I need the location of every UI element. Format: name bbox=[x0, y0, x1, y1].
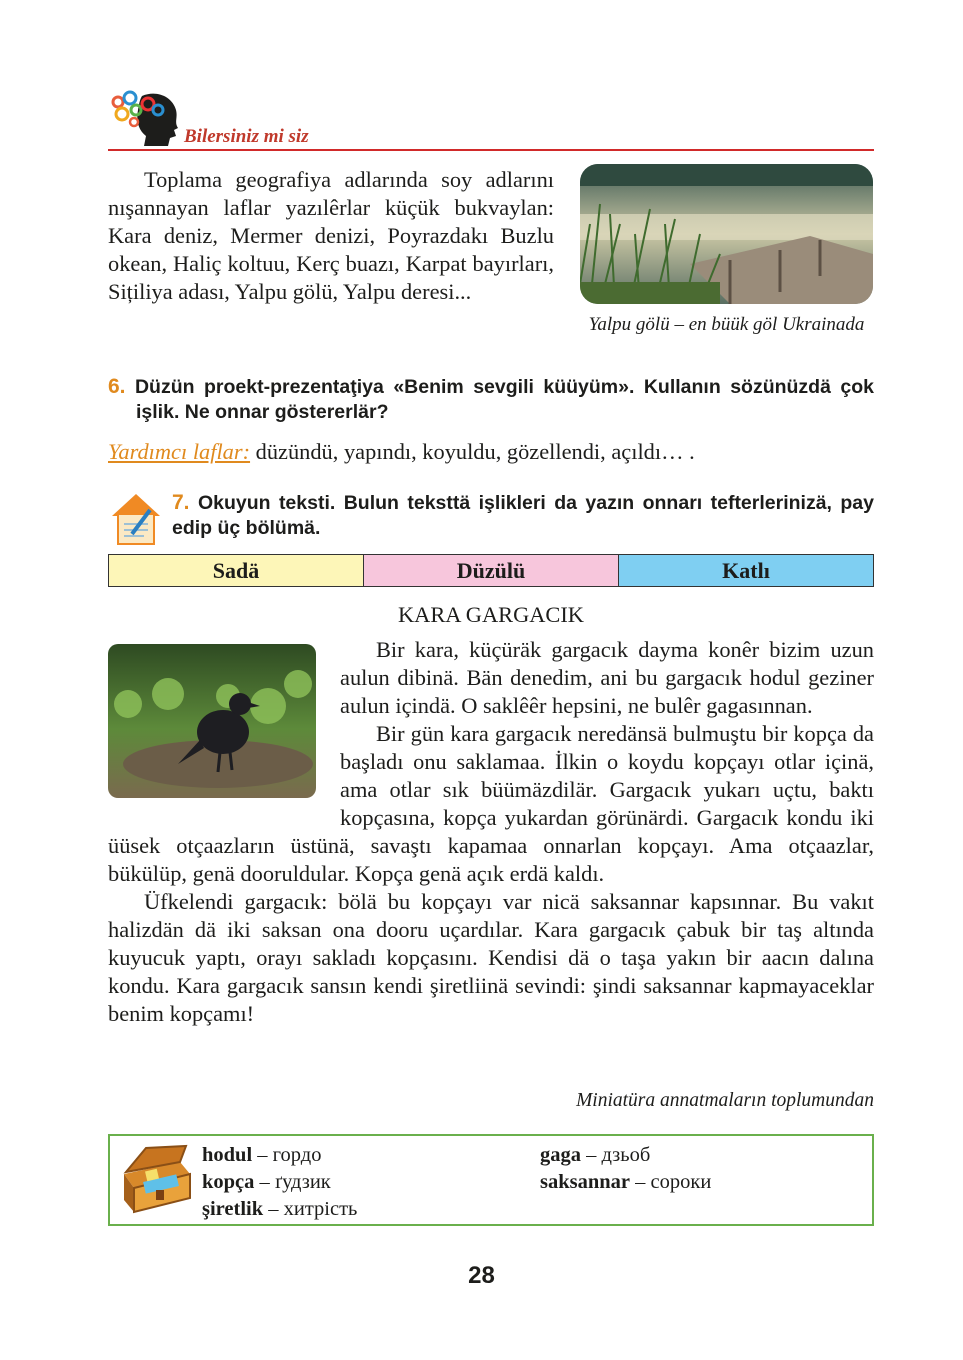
did-you-know-header bbox=[108, 90, 874, 152]
vocab-translation: – дзьоб bbox=[581, 1144, 651, 1166]
treasure-chest-icon bbox=[116, 1140, 196, 1220]
story-paragraph: Bir kara, küçüräk gargacık dayma konêr bizim uzun aulun dibinä. Bän denedim, ani bu gargacık hodul geziner aulun içindä. O saklêêr hepsini, ne bulêr gagasınnan. bbox=[340, 637, 874, 718]
story-text bbox=[108, 636, 874, 1028]
vocab-translation: – гордо bbox=[252, 1144, 322, 1166]
vocabulary-column-left bbox=[202, 1142, 357, 1223]
vocab-word: hodul bbox=[202, 1144, 253, 1166]
lake-photo bbox=[580, 164, 873, 304]
vocab-translation: – хитрість bbox=[263, 1198, 358, 1220]
lake-image bbox=[580, 164, 873, 304]
fact-text bbox=[108, 166, 554, 306]
vocab-entry bbox=[202, 1196, 357, 1223]
vocabulary-box bbox=[108, 1134, 874, 1226]
task-text: Düzün proekt-prezentaţiya «Benim sevgili küüyüm». Kullanın sözünüzdä çok işlik. Ne onnar göstererlär? bbox=[134, 376, 874, 423]
vocab-entry bbox=[540, 1169, 711, 1196]
task-number: 6. bbox=[108, 375, 126, 398]
helper-word-list: düzündü, yapındı, koyuldu, gözellendi, açıldı… . bbox=[250, 439, 695, 464]
column-simple: Sadä bbox=[109, 555, 364, 586]
house-pencil-icon bbox=[108, 490, 164, 546]
task-text: Okuyun teksti. Bulun teksttä işlikleri da yazın onnarı tefterlerinizä, pay edip üç bölümä. bbox=[172, 492, 874, 539]
column-derived: Düzülü bbox=[364, 555, 619, 586]
vocab-entry bbox=[540, 1142, 711, 1169]
vocab-word: kopça bbox=[202, 1171, 255, 1193]
helper-words bbox=[108, 438, 874, 466]
vocab-word: gaga bbox=[540, 1144, 581, 1166]
fact-paragraph: Toplama geografiya adlarında soy adlarını nışannayan laflar yazılêrlar küçük bukvaylan: Kara deniz, Mermer denizi, Poyrazdakı Buzlu okean, Haliç koltuu, Kerç buazı, Karpat bayırları, Sițiliya adası, Yalpu gölü, Yalpu deresi... bbox=[108, 167, 554, 304]
section-title: Bilersiniz mi siz bbox=[184, 126, 309, 147]
head-gears-icon bbox=[108, 90, 184, 148]
column-compound: Katlı bbox=[619, 555, 873, 586]
lake-caption: Yalpu gölü – en büük göl Ukrainada bbox=[588, 314, 865, 335]
task-number: 7. bbox=[172, 491, 190, 514]
header-rule bbox=[108, 149, 874, 151]
vocab-word: saksannar bbox=[540, 1171, 631, 1193]
vocabulary-column-right bbox=[540, 1142, 711, 1196]
verb-table bbox=[108, 554, 874, 587]
vocab-entry bbox=[202, 1169, 357, 1196]
story-paragraph: Üfkelendi gargacık: bölä bu kopçayı var nicä saksannar kapsınnar. Bu vakıt halizdän dä iki saksan ona dooru uçardılar. Kara gargacık çabuk bir taş altında kuyucuk yaptı, orayı sakladı kopçasını. Kendisi dä o taşa yakın bir aacın dalına kondu. Kara gargacık sansın kendi şiretliinä sevindi: şindi saksannar kapmayaceklar benim kopçamı! bbox=[108, 889, 874, 1026]
page-number: 28 bbox=[468, 1262, 495, 1289]
story-paragraph: Bir gün kara gargacık neredänsä bulmuştu bir kopça da başladı onu saklamaa. İlkin o koydu kopçayı otlar içinä, ama otlar sık büümäzdilär. Gargacık yukarı uçtu, baktı kopçasına, kopça yukardan görünärdi. Gargacık kondu iki üüsek otçaazların üstünä, savaştı kapamaa onnarlan kopçayı. Ama otçaazlar, bükülüp, genä dooruldular. Kopça genä açık erdä kaldı. bbox=[108, 721, 874, 886]
vocab-entry bbox=[202, 1142, 357, 1169]
task-7 bbox=[172, 490, 874, 541]
story-title: KARA GARGACIK bbox=[398, 602, 584, 627]
helper-label: Yardımcı laflar: bbox=[108, 439, 251, 464]
vocab-translation: – ґудзик bbox=[254, 1171, 331, 1193]
vocab-translation: – сороки bbox=[630, 1171, 712, 1193]
vocab-word: şiretlik bbox=[202, 1198, 264, 1220]
story-source: Miniatüra annatmaların toplumundan bbox=[576, 1090, 874, 1111]
task-6 bbox=[108, 374, 874, 425]
photo-spacer bbox=[108, 636, 340, 824]
